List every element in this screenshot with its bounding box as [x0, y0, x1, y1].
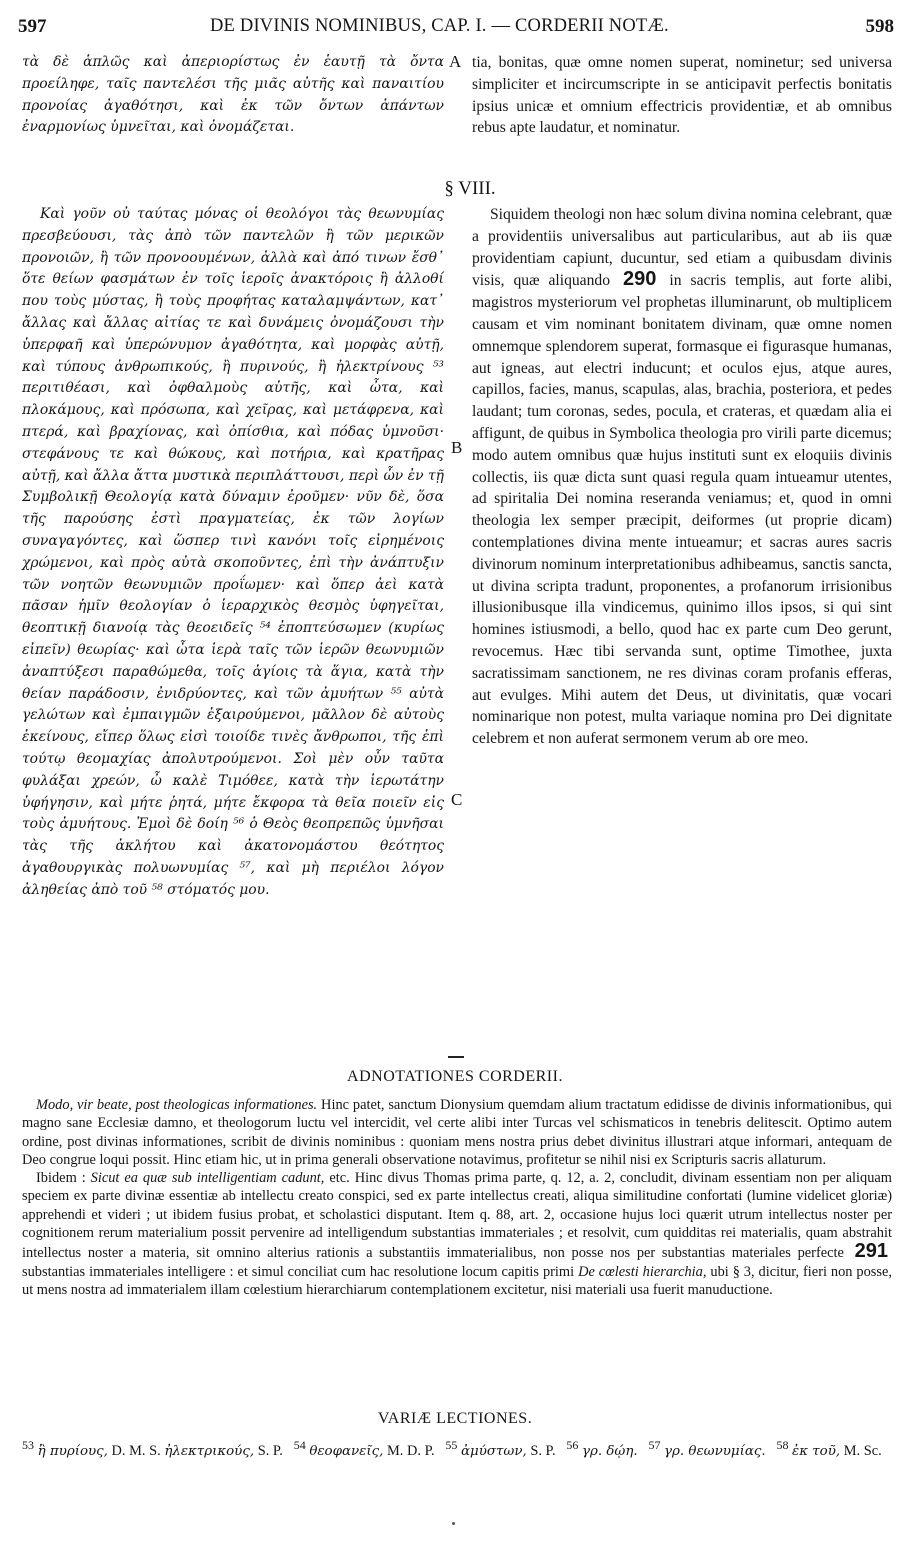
note-1 — [22, 1096, 892, 1169]
running-title: DE DIVINIS NOMINIBUS, CAP. I. — CORDERII NOTÆ. — [210, 16, 669, 36]
variant-55-number: 55 — [445, 1438, 458, 1452]
variant-56-number: 56 — [566, 1438, 579, 1452]
variant-58-sigla: M. Sc. — [843, 1442, 882, 1459]
variant-53-greek-2: ἠλεκτρικούς, — [164, 1443, 255, 1459]
latin-paragraph-1: tia, bonitas, quæ omne nomen superat, nominetur; sed universa simpliciter et incircumscripte in se anticipavit perfectis bonitatis ipsius unicæ et omnium effectricis providentiæ, et ab omnibus rebus apte laudatur, et nominatur. — [472, 54, 892, 137]
separator-rule — [448, 1056, 464, 1058]
variant-53-sigla-2: S. P. — [257, 1442, 283, 1459]
variant-55-greek: ἀμύστων, — [460, 1443, 527, 1459]
variant-56-greek: γρ. δῴη. — [581, 1443, 638, 1459]
variants-body — [22, 1436, 892, 1461]
margin-letter-c: C — [451, 790, 463, 809]
note-2-lemma-2: De cœlesti hierarchia, — [578, 1263, 707, 1280]
variant-57-greek: γρ. θεωνυμίας. — [664, 1443, 766, 1459]
greek-column-top — [22, 52, 444, 139]
greek-paragraph-2: Καὶ γοῦν οὐ ταύτας μόνας οἱ θεολόγοι τὰς θεωνυμίας πρεσβεύουσι, τὰς ἀπὸ τῶν παντελῶν ἢ τῶν μερικῶν προνοιῶν, ἢ τῶν προνοουμένων, ἀλλὰ καὶ ἀπό τινων ἔσθ᾽ ὅτε θείων φασμάτων ἐν τοῖς ἱεροῖς ἀνακτόροις ἢ ἀλλοθί που τοὺς μύστας, ἢ τοὺς προφήτας καταλαμψάντων, κατ᾽ ἄλλας καὶ ἄλλας αἰτίας τε καὶ δυνάμεις ὀνομάζουσι τὴν ὑπερφαῆ καὶ ὑπερώνυμον ἀγαθότητα, καὶ μορφὰς αὐτῇ, καὶ τύπους ἀνθρωπικούς, ἢ πυρινούς, ἢ ἠλεκτρίνους ⁵³ περιτιθέασι, καὶ ὀφθαλμοὺς αὐτῆς, καὶ ὦτα, καὶ πλοκάμους, καὶ πρόσωπα, καὶ χεῖρας, καὶ μετάφρενα, καὶ πτερά, καὶ βραχίονας, καὶ ὀπίσθια, καὶ πόδας ὑμνοῦσι· στεφάνους τε καὶ θώκους, καὶ ποτήρια, καὶ κρατῆρας αὐτῇ, καὶ ἄλλα ἄττα μυστικὰ περιπλάττουσι, περὶ ὧν ἐν τῇ Συμβολικῇ Θεολογίᾳ κατὰ δύναμιν ἐροῦμεν· νῦν δὲ, ὅσα τῆς παρούσης ἐστὶ πραγματείας, ἐκ τῶν λογίων συναγαγόντες, καὶ ὥσπερ τινὶ κανόνι τοῖς εἰρημένοις χρώμενοι, καὶ πρὸς αὐτὰ σκοποῦντες, ἐπὶ τὴν ἀνάπτυξιν τῶν νοητῶν θεωνυμιῶν προΐωμεν· καὶ ὅπερ ἀεὶ κατὰ πᾶσαν ἡμῖν θεολογίαν ὁ ἱεραρχικὸς θεσμὸς ὑφηγεῖται, θεοπτικῇ διανοίᾳ τὰς θεοειδεῖς ⁵⁴ ἐποπτεύσωμεν (κυρίως εἰπεῖν) θεωρίας· καὶ ὦτα ἱερὰ ταῖς τῶν ἱερῶν θεωνυμιῶν ἀναπτύξεσι παραθώμεθα, τοῖς ἁγίοις τὰ ἅγια, κατὰ τὴν θείαν παράδοσιν, ἐνιδρύοντες, καὶ τῶν ἀμυήτων ⁵⁵ αὐτὰ γελώτων καὶ ἐμπαιγμῶν ἐξαιρούμενοι, μᾶλλον δὲ αὐτοὺς ἐκείνους, εἴπερ ὅλως εἰσὶ τοιοίδε τινὲς ἄνθρωποι, τῆς ἐπὶ τούτῳ θεομαχίας ἀπολυτρούμενοι. Σοὶ μὲν οὖν ταῦτα φυλάξαι χρεών, ὦ καλὲ Τιμόθεε, κατὰ τὴν ἱερωτάτην ὑφήγησιν, καὶ μήτε ῥητά, μήτε ἔκφορα τὰ θεῖα ποιεῖν εἰς τοὺς ἀμυήτους. Ἐμοὶ δὲ δοίη ⁵⁶ ὁ Θεὸς θεοπρεπῶς ὑμνῆσαι τὰς τῆς ἀκλήτου καὶ ἀκατονομάστου θεότητος ἀγαθουργικὰς πολυωνυμίας ⁵⁷, καὶ μὴ περιέλοι λόγον ἀληθείας ἀπὸ τοῦ ⁵⁸ στόματός μου. — [22, 206, 444, 898]
variant-55-sigla: S. P. — [530, 1442, 556, 1459]
note-1-text: Hinc patet, sanctum Dionysium quemdam alium tractatum edidisse de divinis informationibus, qui magno sane Ecclesiæ damno, et theologorum luctu vel intercidit, vel certe alibi inter Turcas vel schismaticos in tenebris delitescit. Optimo autem ordine, post divinas informationes, scribit de divinis nominibus : quoniam mens nostra prius debet divinitus illustrari atque informari, antequam de Deo congrue loqui possit. Hinc etiam hic, ut in prima generali observatione notavimus, profitetur se nihil nisi ex Scripturis sacris allaturum. — [22, 1097, 892, 1168]
latin-paragraph-2-start: Siquidem theologi non hæc solum divina nomina celebrant, quæ a providentiis universalibus aut particularibus, aut ab iis quæ providentiam capiunt, ducuntur, sed etiam a quibusdam divinis visis, quæ aliquando — [472, 206, 892, 290]
section-heading: § VIII. — [444, 178, 496, 199]
margin-letter-a: A — [449, 52, 462, 71]
page-number-right: 598 — [865, 16, 894, 37]
variant-54-greek: θεοφανεῖς, — [309, 1443, 384, 1459]
page-number-left: 597 — [18, 16, 47, 37]
latin-column-top — [472, 52, 892, 139]
note-2-text-b: substantias immateriales intelligere : et simul conciliat cum hac resolutione locum capitis primi — [22, 1263, 575, 1280]
greek-column-main — [22, 204, 444, 902]
variants-heading: VARIÆ LECTIONES. — [377, 1410, 533, 1427]
note-1-lemma: Modo, vir beate, post theologicas informationes. — [36, 1097, 318, 1113]
note-2-lemma: Sicut ea quæ sub intelligentiam cadunt, — [90, 1170, 325, 1187]
margin-letter-b: B — [451, 438, 463, 457]
bottom-dot — [452, 1522, 455, 1525]
note-2-text-c: ubi § 3, dicitur, fieri non posse, ut mens nostra ad immaterialem illam cœlestium hierarchiarum contemplationem excitetur, nisi materiali usa fuerit manuductione. — [22, 1263, 892, 1298]
variant-53-number: 53 — [22, 1438, 34, 1452]
running-header — [0, 10, 910, 42]
latin-paragraph-2-rest: in sacris templis, aut forte alibi, magistros mysteriorum vel prophetas illuminarunt, ob multiplicem causam et vim nominant bonitatem divinam, quæ omne nomen omnemque splendorem superat, formasque ei figurasque humanas, aut igneas, aut electri inducunt; et oculos ejus, atque aures, capillos, facies, manus, scapulas, alas, brachia, posteriora, et pedes laudant; tum coronas, sedes, pocula, et crateras, et quædam alia ei affigunt, de quibus in Symbolica theologia pro virili parte dicemus; modo autem omnibus quæ hujus instituti sunt ex eloquiis divinis collectis, iis quæ dicta sunt quasi regula quam intueamur utentes, ad spiritalia Dei nomina reseranda veniamus; et, quod in omni theologia lex semper præcipit, deiformes (ut proprie dicam) contemplationes divina mente intueamur; et sacras aures sacris divinorum nominum interpretationibus adhibeamus, sanctis sancta, ut divina scripta tradunt, proponentes, a profanorum irrisionibus illusionibusque illa vindicemus, quinimo illos ipsos, si qui sint homines istiusmodi, a bello, quod hac ex parte cum Deo gerunt, revocemus. Hæc tibi servanda sunt, optime Timothee, juxta sacratissimam sanctionem, ne res divinas coram profanis efferas, aut evulges. Mihi autem det Deus, ut divinitatis, quæ vocari nominarique non potest, multa variaque nomina pro Dei dignitate celebrem et non auferat sermonem verum ab ore meo. — [472, 272, 892, 748]
variant-53-greek: ἢ πυρίους, — [37, 1443, 108, 1459]
variant-58-greek: ἐκ τοῦ, — [792, 1443, 841, 1459]
note-2-ibidem: Ibidem : — [36, 1170, 86, 1187]
notes-heading: ADNOTATIONES CORDERII. — [347, 1068, 563, 1085]
variant-53-sigla: D. M. S. — [111, 1442, 161, 1459]
variant-54-sigla: M. D. P. — [386, 1442, 435, 1459]
latin-column-main — [472, 204, 892, 750]
notes-body — [22, 1096, 892, 1299]
note-2-text-a: etc. Hinc divus Thomas prima parte, q. 12, a. 2, concludit, divinam essentiam non per aliquam speciem ex parte divinæ essentiæ ab intellectu creato conspici, sed ex parte intellectus creati, aliqua similitudine confortati (lumine videlicet gloriæ) apprehendi et videri ; ut ibidem fusius probat, et scholastici disputant. Item q. 88, art. 2, occasione hujus loci quærit utrum intellectus noster per cognitionem rerum materialium possit pervenire ad intelligendum substantias immateriales ; et resolvit, cum quidditas rei materialis, quam abstrahit intellectus noster a materia, sit omnino alterius rationis a substantiis immaterialibus, non posse nos per substantias materiales perfecte — [22, 1170, 893, 1262]
latin-paragraph-2 — [472, 204, 892, 750]
page-marker-291: 291 — [854, 1240, 888, 1263]
note-2 — [22, 1169, 892, 1299]
page-marker-290: 290 — [623, 268, 657, 291]
variant-54-number: 54 — [293, 1438, 306, 1452]
variant-57-number: 57 — [648, 1438, 661, 1452]
variant-58-number: 58 — [776, 1438, 789, 1452]
greek-paragraph-1: τὰ δὲ ἁπλῶς καὶ ἀπεριορίστως ἐν ἑαυτῇ τὰ ὄντα προείληφε, ταῖς παντελέσι τῆς μιᾶς αὐτῆς καὶ παναιτίου προνοίας ἀγαθότησι, καὶ ἐκ τῶν ὄντων ἁπάντων ἐναρμονίως ὑμνεῖται, καὶ ὀνομάζεται. — [22, 54, 444, 136]
